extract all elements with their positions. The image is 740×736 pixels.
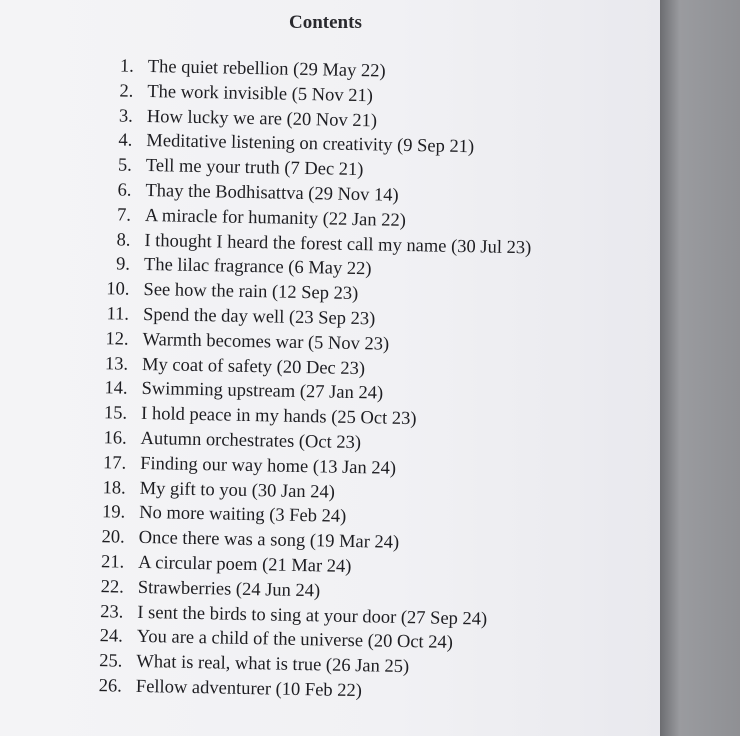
entry-title: A miracle for humanity (22 Jan 22): [144, 205, 407, 231]
entry-number: 14.: [104, 378, 128, 400]
entry-number: 22.: [100, 576, 124, 598]
entry-number: 23.: [100, 601, 124, 623]
contents-list: [84, 56, 616, 711]
entry-number: 7.: [116, 205, 132, 226]
entry-title: My coat of safety (20 Dec 23): [141, 354, 366, 379]
entry-number: 26.: [98, 676, 123, 697]
entry-title: Strawberries (24 Jun 24): [137, 577, 321, 602]
entry-number: 10.: [106, 279, 130, 300]
entry-number: 15.: [103, 403, 128, 424]
entry-number: 12.: [105, 329, 129, 350]
entry-number: 25.: [99, 651, 123, 672]
entry-title: Spend the day well (23 Sep 23): [142, 304, 376, 330]
entry-number: 8.: [116, 230, 131, 251]
entry-title: Autumn orchestrates (Oct 23): [140, 428, 362, 454]
entry-title: What is real, what is true (26 Jan 25): [136, 652, 410, 678]
entry-title: Meditative listening on creativity (9 Sep 21): [146, 131, 475, 158]
entry-number: 17.: [102, 452, 127, 474]
entry-number: 16.: [103, 428, 127, 449]
entry-number: 4.: [118, 130, 133, 152]
entry-title: A circular poem (21 Mar 24): [138, 552, 352, 577]
entry-number: 20.: [101, 527, 125, 548]
entry-title: Thay the Bodhisattva (29 Nov 14): [145, 180, 399, 206]
entry-title: How lucky we are (20 Nov 21): [146, 106, 378, 131]
entry-number: 18.: [102, 477, 126, 499]
entry-title: I hold peace in my hands (25 Oct 23): [140, 404, 417, 430]
entry-number: 5.: [117, 155, 133, 176]
entry-number: 11.: [106, 304, 130, 325]
entry-title: See how the rain (12 Sep 23): [143, 280, 359, 305]
entry-title: The lilac fragrance (6 May 22): [143, 255, 372, 280]
entry-title: I sent the birds to sing at your door (27 Sep 24): [137, 602, 488, 630]
entry-title: No more waiting (3 Feb 24): [139, 503, 347, 528]
entry-number: 2.: [119, 81, 134, 102]
entry-title: The quiet rebellion (29 May 22): [147, 56, 386, 82]
entry-title: Fellow adventurer (10 Feb 22): [135, 676, 363, 702]
entry-number: 9.: [115, 254, 131, 276]
entry-number: 21.: [100, 552, 125, 573]
entry-title: The work invisible (5 Nov 21): [147, 81, 374, 107]
entry-title: My gift to you (30 Jan 24): [139, 478, 336, 503]
entry-title: Finding our way home (13 Jan 24): [139, 453, 397, 479]
entry-number: 24.: [99, 626, 124, 647]
entry-title: I thought I heard the forest call my name (30 Jul 23): [144, 230, 532, 258]
entry-title: Warmth becomes war (5 Nov 23): [142, 329, 390, 355]
entry-number: 3.: [118, 106, 134, 127]
page-title: Contents: [289, 12, 362, 33]
entry-number: 1.: [119, 56, 134, 77]
entry-title: Once there was a song (19 Mar 24): [138, 528, 400, 554]
entry-number: 6.: [117, 180, 132, 201]
page-edge-shadow: [660, 0, 740, 736]
entry-title: You are a child of the universe (20 Oct 24): [136, 627, 454, 654]
entry-number: 19.: [101, 502, 126, 523]
entry-number: 13.: [104, 353, 129, 375]
entry-title: Tell me your truth (7 Dec 21): [145, 156, 364, 181]
entry-title: Swimming upstream (27 Jan 24): [141, 379, 384, 404]
